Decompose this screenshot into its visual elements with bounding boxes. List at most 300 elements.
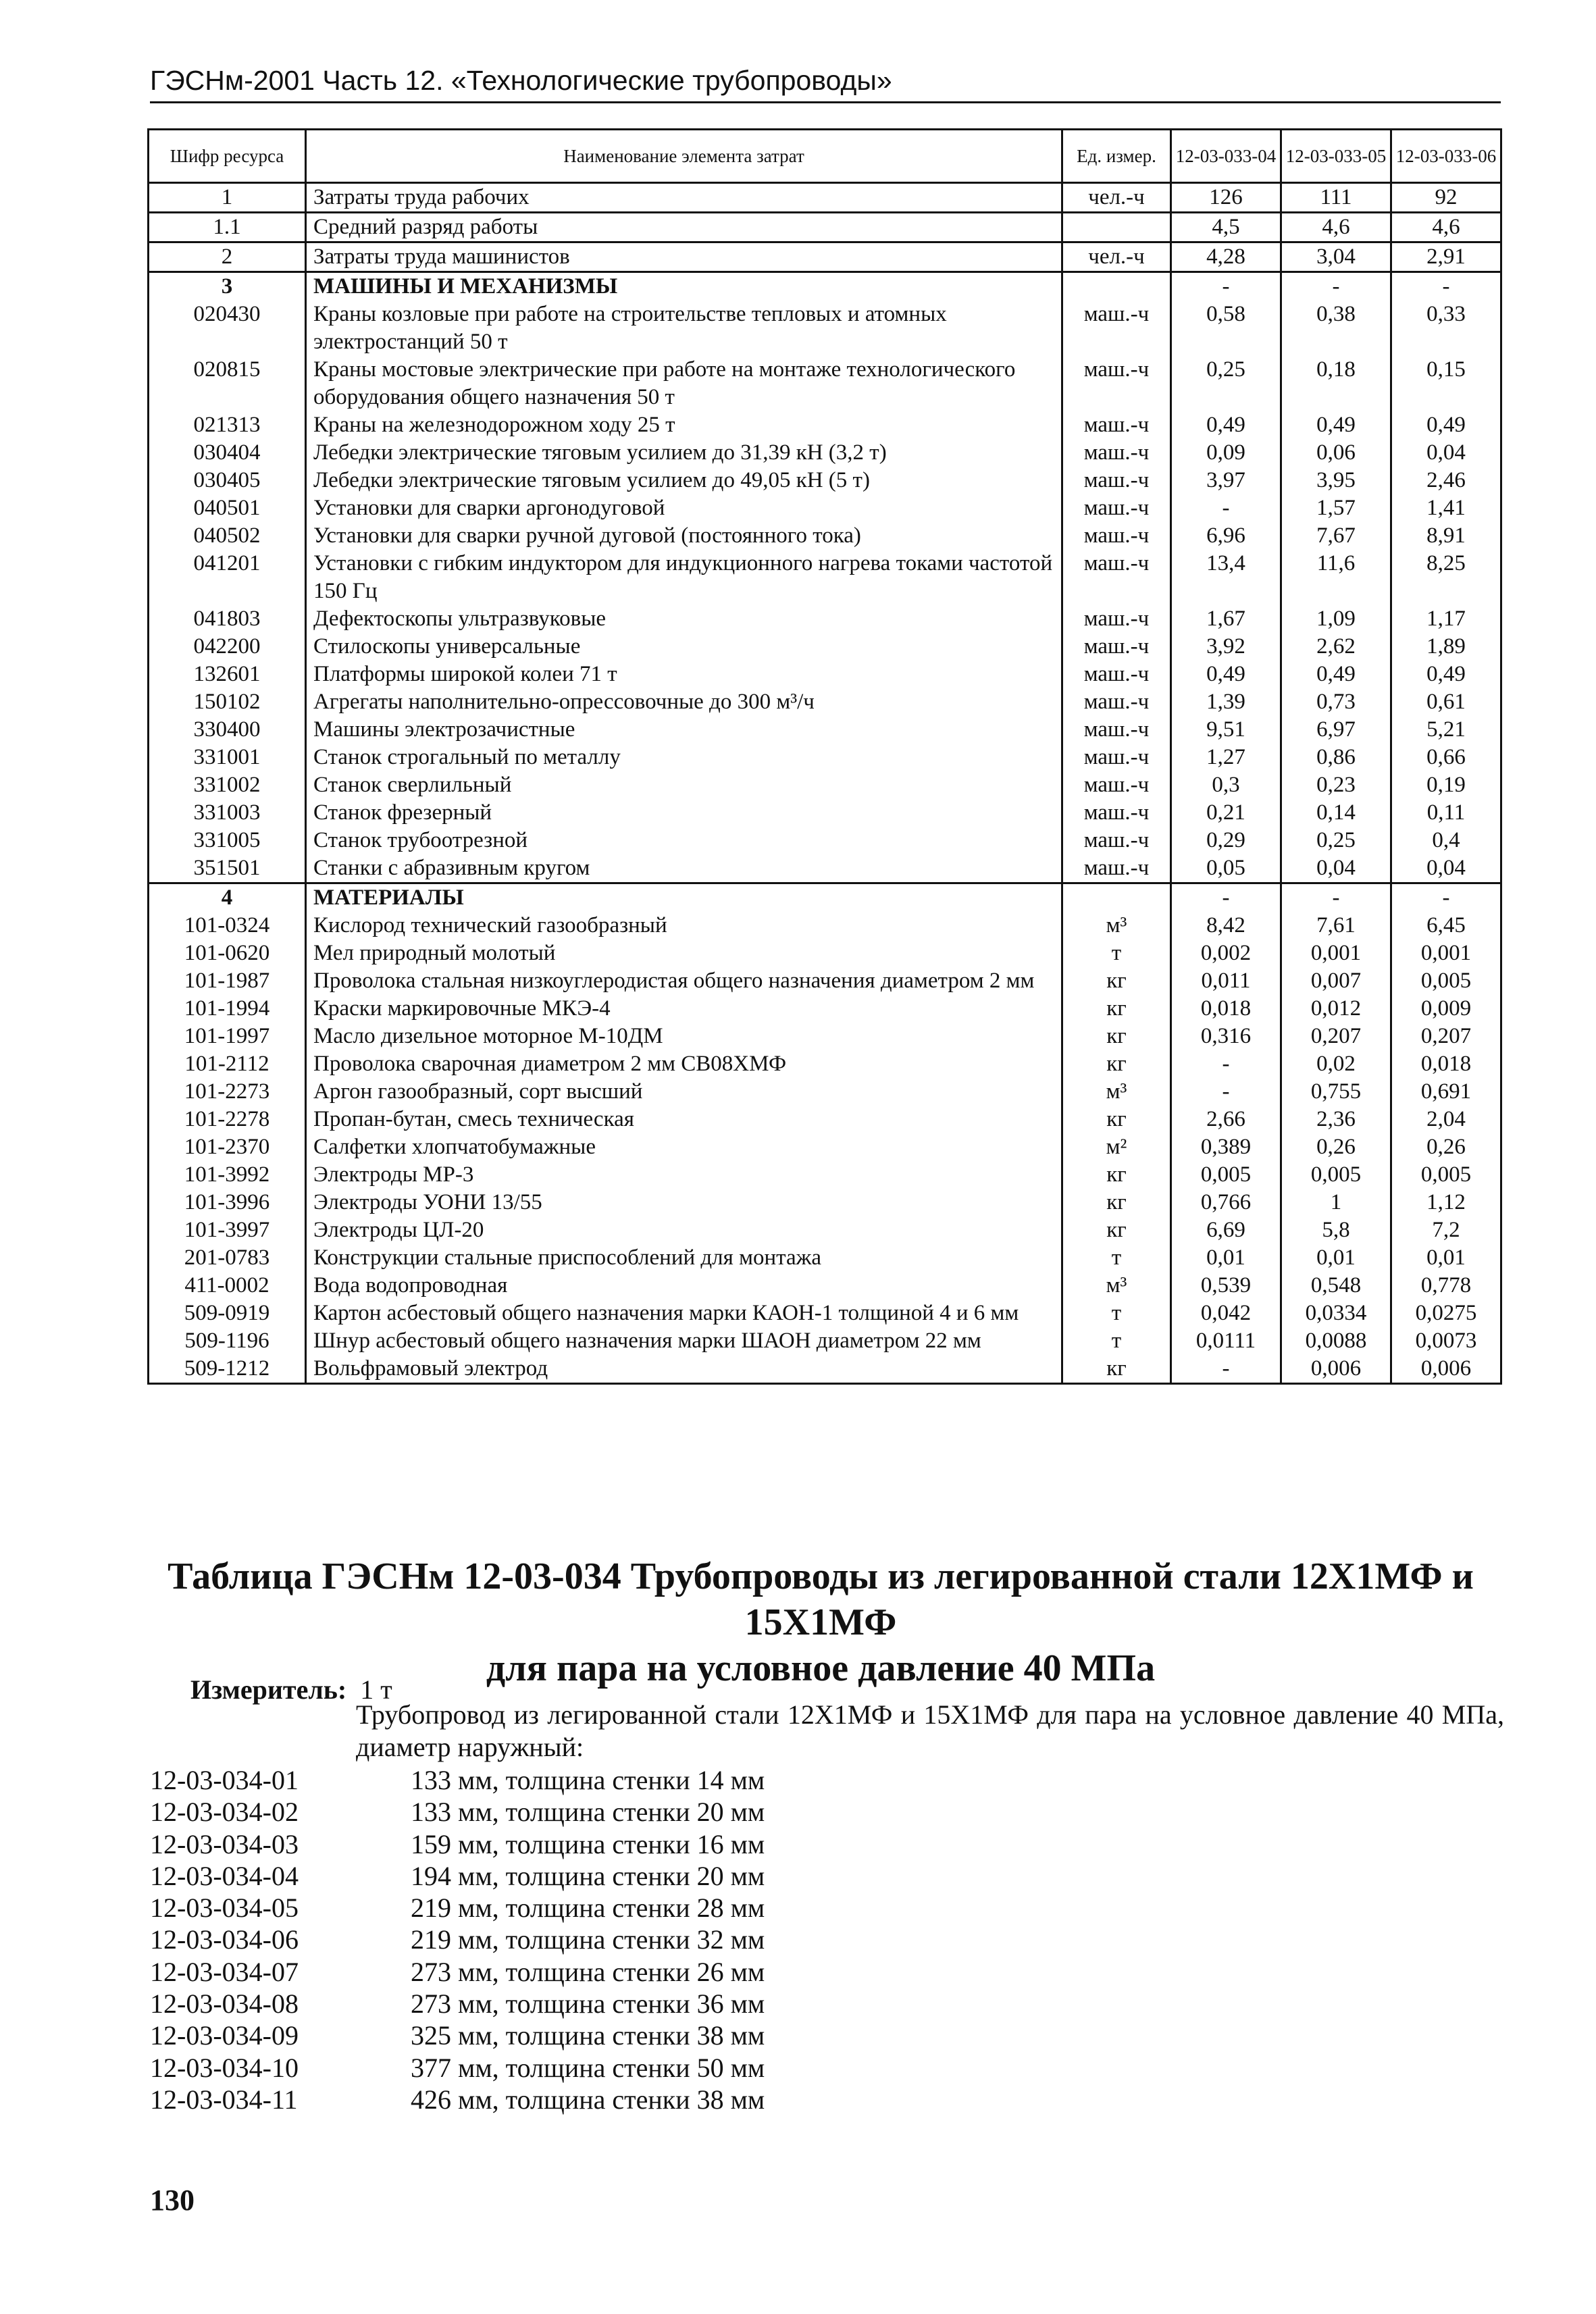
cell-code: 030404 [149,439,306,467]
cell-033-04: 4,5 [1171,213,1281,242]
cell-033-06: 8,91 [1391,522,1501,550]
cell-033-06: 0,001 [1391,940,1501,967]
cell-033-04: 3,92 [1171,633,1281,661]
cell-033-04: 4,28 [1171,242,1281,272]
table-header-row [149,130,1501,183]
item-text: 325 мм, толщина стенки 38 мм [411,2020,765,2051]
cell-name: Установки для сварки ручной дуговой (постоянного тока) [306,522,1062,550]
cell-code: 101-2273 [149,1078,306,1106]
cell-033-05: 1 [1281,1189,1391,1216]
cell-code: 331002 [149,771,306,799]
cell-unit: маш.-ч [1062,688,1171,716]
cell-033-05: 0,04 [1281,854,1391,883]
cell-033-05: 0,23 [1281,771,1391,799]
table-title [101,1553,1540,1691]
cell-unit: маш.-ч [1062,661,1171,688]
cell-033-04: 0,0111 [1171,1327,1281,1355]
table-row [149,771,1501,799]
table-row [149,1133,1501,1161]
cell-033-04: - [1171,1050,1281,1078]
cell-code: 509-0919 [149,1300,306,1327]
cell-033-04: 0,58 [1171,301,1281,356]
list-item [150,2020,765,2051]
cell-033-04: 0,05 [1171,854,1281,883]
cell-name: Краны козловые при работе на строительстве тепловых и атомных электростанций 50 т [306,301,1062,356]
meter-value: 1 т [360,1674,392,1705]
list-item [150,1988,765,2020]
cell-code: 101-1997 [149,1023,306,1050]
cell-033-05: 3,95 [1281,467,1391,494]
item-code: 12-03-034-05 [150,1893,299,1924]
cell-code: 101-1987 [149,967,306,995]
cell-033-05: 0,38 [1281,301,1391,356]
cell-033-06: 0,4 [1391,827,1501,854]
cell-033-06: 0,691 [1391,1078,1501,1106]
cell-033-04: 0,3 [1171,771,1281,799]
cell-name: Кислород технический газообразный [306,912,1062,940]
table-row [149,242,1501,272]
cell-name: Конструкции стальные приспособлений для монтажа [306,1244,1062,1272]
list-item [150,1796,765,1828]
cell-033-05: 0,25 [1281,827,1391,854]
item-text: 133 мм, толщина стенки 20 мм [411,1797,765,1828]
cell-033-05: 0,49 [1281,661,1391,688]
cell-033-04: 6,96 [1171,522,1281,550]
cell-033-04: 0,09 [1171,439,1281,467]
cell-033-04: - [1171,272,1281,301]
cell-unit: кг [1062,1050,1171,1078]
cell-name: Краски маркировочные МКЭ-4 [306,995,1062,1023]
cell-name: Мел природный молотый [306,940,1062,967]
cell-033-04: 0,316 [1171,1023,1281,1050]
cell-033-04: 0,49 [1171,661,1281,688]
cell-code: 351501 [149,854,306,883]
cell-033-06: 2,04 [1391,1106,1501,1133]
cell-unit: маш.-ч [1062,356,1171,411]
cell-unit: м³ [1062,1078,1171,1106]
cell-033-04: 1,67 [1171,605,1281,633]
cell-033-06: 0,006 [1391,1355,1501,1384]
list-item [150,1764,765,1796]
cell-033-06: 8,25 [1391,550,1501,605]
cell-033-05: 0,007 [1281,967,1391,995]
cell-code: 411-0002 [149,1272,306,1300]
cell-unit: маш.-ч [1062,854,1171,883]
cell-code: 132601 [149,661,306,688]
cell-name: Шнур асбестовый общего назначения марки ШАОН диаметром 22 мм [306,1327,1062,1355]
table-row [149,411,1501,439]
cell-code: 101-3997 [149,1216,306,1244]
table-row [149,1300,1501,1327]
table-row [149,213,1501,242]
table-row [149,1355,1501,1384]
cell-033-06: 0,005 [1391,1161,1501,1189]
cell-033-05: 0,01 [1281,1244,1391,1272]
table-row [149,183,1501,213]
cell-033-05: 4,6 [1281,213,1391,242]
cell-unit: т [1062,1244,1171,1272]
table-row [149,633,1501,661]
cell-code: 020430 [149,301,306,356]
table-title-line-1: Таблица ГЭСНм 12-03-034 Трубопроводы из легированной стали 12Х1МФ и 15Х1МФ [168,1555,1474,1643]
cell-033-06: 2,91 [1391,242,1501,272]
cell-code: 040501 [149,494,306,522]
item-code: 12-03-034-04 [150,1860,299,1891]
cell-code: 030405 [149,467,306,494]
cell-name: Станок строгальный по металлу [306,744,1062,771]
cell-code: 509-1212 [149,1355,306,1384]
cell-code: 041803 [149,605,306,633]
cell-code: 331005 [149,827,306,854]
table-row [149,995,1501,1023]
item-text: 273 мм, толщина стенки 36 мм [411,1988,765,2020]
cell-033-06: 0,778 [1391,1272,1501,1300]
cell-unit: маш.-ч [1062,494,1171,522]
cell-033-06: 0,49 [1391,411,1501,439]
cell-unit: маш.-ч [1062,522,1171,550]
item-code: 12-03-034-07 [150,1956,299,1987]
cell-code: 4 [149,883,306,912]
cell-033-04: - [1171,494,1281,522]
cell-033-06: 0,61 [1391,688,1501,716]
cell-unit: кг [1062,1106,1171,1133]
cell-033-06: - [1391,272,1501,301]
cell-name: Краны на железнодорожном ходу 25 т [306,411,1062,439]
cell-name: Станок трубоотрезной [306,827,1062,854]
table-row [149,605,1501,633]
cell-unit: маш.-ч [1062,827,1171,854]
cell-033-04: 0,49 [1171,411,1281,439]
cell-033-04: 0,389 [1171,1133,1281,1161]
item-text: 219 мм, толщина стенки 28 мм [411,1893,765,1924]
cell-033-06: 0,009 [1391,995,1501,1023]
cell-033-04: 0,002 [1171,940,1281,967]
cell-033-06: 0,0275 [1391,1300,1501,1327]
cell-unit: кг [1062,1023,1171,1050]
cell-033-06: 1,41 [1391,494,1501,522]
cell-unit: кг [1062,1189,1171,1216]
cell-033-06: 0,11 [1391,799,1501,827]
list-item [150,2084,765,2115]
cell-name: Станки с абразивным кругом [306,854,1062,883]
col-header-name: Наименование элемента затрат [306,130,1062,183]
col-header-033-06: 12-03-033-06 [1391,130,1501,183]
cell-unit [1062,213,1171,242]
item-code: 12-03-034-01 [150,1765,299,1795]
cell-unit: маш.-ч [1062,771,1171,799]
cell-033-05: 0,0334 [1281,1300,1391,1327]
cell-unit: маш.-ч [1062,550,1171,605]
cell-unit: маш.-ч [1062,439,1171,467]
table-row [149,1078,1501,1106]
cell-code: 101-3992 [149,1161,306,1189]
cell-033-04: 1,39 [1171,688,1281,716]
cell-033-04: 0,011 [1171,967,1281,995]
cell-033-05: - [1281,272,1391,301]
table-row [149,1244,1501,1272]
cell-name: Электроды УОНИ 13/55 [306,1189,1062,1216]
cell-unit [1062,883,1171,912]
cell-033-06: 0,19 [1391,771,1501,799]
col-header-code: Шифр ресурса [149,130,306,183]
cell-033-06: 0,04 [1391,439,1501,467]
cell-033-05: 0,001 [1281,940,1391,967]
cell-033-05: 0,0088 [1281,1327,1391,1355]
item-code: 12-03-034-10 [150,2052,299,2083]
cell-033-04: 9,51 [1171,716,1281,744]
cell-033-05: 0,02 [1281,1050,1391,1078]
item-text: 219 мм, толщина стенки 32 мм [411,1924,765,1955]
item-text: 133 мм, толщина стенки 14 мм [411,1765,765,1795]
cell-code: 1.1 [149,213,306,242]
cell-033-06: 0,005 [1391,967,1501,995]
cell-name: Агрегаты наполнительно-опрессовочные до 300 м³/ч [306,688,1062,716]
cell-code: 020815 [149,356,306,411]
table-row [149,883,1501,912]
item-text: 194 мм, толщина стенки 20 мм [411,1860,765,1891]
cell-name: Лебедки электрические тяговым усилием до 31,39 кН (3,2 т) [306,439,1062,467]
cell-033-06: 5,21 [1391,716,1501,744]
table-row [149,522,1501,550]
cell-code: 330400 [149,716,306,744]
table-row [149,1161,1501,1189]
list-item [150,1828,765,1860]
item-text: 273 мм, толщина стенки 26 мм [411,1956,765,1987]
table-row [149,1189,1501,1216]
item-code: 12-03-034-11 [150,2084,298,2115]
cell-name: Лебедки электрические тяговым усилием до 49,05 кН (5 т) [306,467,1062,494]
cell-033-04: 0,21 [1171,799,1281,827]
cell-033-04: 0,25 [1171,356,1281,411]
cell-unit: маш.-ч [1062,467,1171,494]
item-code: 12-03-034-06 [150,1924,299,1955]
cell-033-05: 5,8 [1281,1216,1391,1244]
cell-033-05: 0,86 [1281,744,1391,771]
cell-unit: м³ [1062,1272,1171,1300]
cell-unit: маш.-ч [1062,301,1171,356]
cell-name: Станок сверлильный [306,771,1062,799]
cell-name: Стилоскопы универсальные [306,633,1062,661]
cell-033-04: - [1171,1078,1281,1106]
cell-code: 021313 [149,411,306,439]
cell-033-05: 0,755 [1281,1078,1391,1106]
cell-033-04: 2,66 [1171,1106,1281,1133]
cell-code: 101-2370 [149,1133,306,1161]
cell-unit: кг [1062,1216,1171,1244]
cell-033-05: 2,36 [1281,1106,1391,1133]
cell-name: Установки для сварки аргонодуговой [306,494,1062,522]
list-item [150,2052,765,2084]
cell-033-05: 0,207 [1281,1023,1391,1050]
cell-unit: т [1062,1300,1171,1327]
cell-code: 3 [149,272,306,301]
cell-name: Вода водопроводная [306,1272,1062,1300]
cell-033-05: 0,006 [1281,1355,1391,1384]
cell-unit: маш.-ч [1062,799,1171,827]
cell-033-05: 1,57 [1281,494,1391,522]
cell-unit: маш.-ч [1062,411,1171,439]
cell-code: 331001 [149,744,306,771]
table-title-line-2: для пара на условное давление 40 МПа [486,1647,1156,1689]
cell-033-04: 8,42 [1171,912,1281,940]
cell-unit: маш.-ч [1062,633,1171,661]
table-body [149,183,1501,1384]
item-code: 12-03-034-03 [150,1828,299,1859]
cell-033-05: 111 [1281,183,1391,213]
table-row [149,272,1501,301]
cell-name: Салфетки хлопчатобумажные [306,1133,1062,1161]
cell-033-06: 1,89 [1391,633,1501,661]
table-row [149,967,1501,995]
cell-033-05: 6,97 [1281,716,1391,744]
table-row [149,1050,1501,1078]
cell-033-06: 4,6 [1391,213,1501,242]
cell-code: 101-2278 [149,1106,306,1133]
table-row [149,744,1501,771]
cell-name: Пропан-бутан, смесь техническая [306,1106,1062,1133]
table-row [149,912,1501,940]
cell-033-04: 0,766 [1171,1189,1281,1216]
cell-name: Затраты труда машинистов [306,242,1062,272]
cell-033-04: 1,27 [1171,744,1281,771]
cell-name: Средний разряд работы [306,213,1062,242]
cell-033-04: 13,4 [1171,550,1281,605]
cell-unit: т [1062,940,1171,967]
table-row [149,716,1501,744]
table-row [149,854,1501,883]
cell-unit: кг [1062,1161,1171,1189]
cell-033-04: 0,29 [1171,827,1281,854]
cell-033-06: 1,17 [1391,605,1501,633]
cell-name: Краны мостовые электрические при работе на монтаже технологического оборудования общего назначения 50 т [306,356,1062,411]
cell-033-06: 0,66 [1391,744,1501,771]
table-row [149,1216,1501,1244]
table-row [149,439,1501,467]
cell-033-06: 6,45 [1391,912,1501,940]
cell-033-06: 0,49 [1391,661,1501,688]
table-row [149,494,1501,522]
cell-033-04: 6,69 [1171,1216,1281,1244]
cell-code: 201-0783 [149,1244,306,1272]
item-list [150,1764,765,2115]
col-header-033-05: 12-03-033-05 [1281,130,1391,183]
resource-table [147,128,1502,1385]
cell-name: Аргон газообразный, сорт высший [306,1078,1062,1106]
cell-code: 041201 [149,550,306,605]
cell-name: Масло дизельное моторное М-10ДМ [306,1023,1062,1050]
cell-name: МАТЕРИАЛЫ [306,883,1062,912]
list-item [150,1924,765,1955]
table-row [149,827,1501,854]
cell-033-04: - [1171,1355,1281,1384]
cell-033-05: 7,61 [1281,912,1391,940]
item-code: 12-03-034-09 [150,2020,299,2051]
cell-name: Вольфрамовый электрод [306,1355,1062,1384]
cell-033-06: 0,207 [1391,1023,1501,1050]
cell-code: 101-2112 [149,1050,306,1078]
cell-unit: т [1062,1327,1171,1355]
cell-code: 101-0620 [149,940,306,967]
section-description: Трубопровод из легированной стали 12Х1МФ и 15Х1МФ для пара на условное давление 40 МПа, диаметр наружный: [356,1699,1504,1762]
cell-033-06: 0,33 [1391,301,1501,356]
cell-code: 1 [149,183,306,213]
cell-unit: кг [1062,1355,1171,1384]
cell-unit: чел.-ч [1062,242,1171,272]
table-row [149,940,1501,967]
cell-code: 040502 [149,522,306,550]
cell-033-04: 126 [1171,183,1281,213]
cell-code: 042200 [149,633,306,661]
table-row [149,1106,1501,1133]
cell-name: Проволока сварочная диаметром 2 мм СВ08ХМФ [306,1050,1062,1078]
cell-033-05: 0,012 [1281,995,1391,1023]
cell-033-05: 0,14 [1281,799,1391,827]
cell-033-05: 0,548 [1281,1272,1391,1300]
cell-unit: кг [1062,967,1171,995]
cell-033-06: 1,12 [1391,1189,1501,1216]
cell-033-05: 0,18 [1281,356,1391,411]
cell-033-05: 0,73 [1281,688,1391,716]
cell-name: Платформы широкой колеи 71 т [306,661,1062,688]
table-row [149,1023,1501,1050]
cell-033-05: 2,62 [1281,633,1391,661]
list-item [150,1860,765,1892]
cell-unit: кг [1062,995,1171,1023]
cell-033-04: 0,005 [1171,1161,1281,1189]
cell-033-06: - [1391,883,1501,912]
cell-033-06: 7,2 [1391,1216,1501,1244]
meter-label: Измеритель: [190,1674,347,1705]
item-text: 377 мм, толщина стенки 50 мм [411,2052,765,2083]
cell-033-04: 3,97 [1171,467,1281,494]
cell-033-04: 0,018 [1171,995,1281,1023]
cell-033-05: 0,06 [1281,439,1391,467]
cell-unit: маш.-ч [1062,605,1171,633]
table-row [149,1272,1501,1300]
header-rule [150,101,1501,103]
list-item [150,1956,765,1988]
cell-033-05: 7,67 [1281,522,1391,550]
cell-unit: м² [1062,1133,1171,1161]
cell-033-06: 0,018 [1391,1050,1501,1078]
cell-033-06: 0,26 [1391,1133,1501,1161]
table-row [149,661,1501,688]
cell-name: Электроды МР-3 [306,1161,1062,1189]
cell-033-05: - [1281,883,1391,912]
cell-033-05: 0,26 [1281,1133,1391,1161]
cell-unit: м³ [1062,912,1171,940]
cell-name: Картон асбестовый общего назначения марки КАОН-1 толщиной 4 и 6 мм [306,1300,1062,1327]
cell-033-04: 0,042 [1171,1300,1281,1327]
cell-033-05: 11,6 [1281,550,1391,605]
cell-name: Проволока стальная низкоуглеродистая общего назначения диаметром 2 мм [306,967,1062,995]
item-code: 12-03-034-02 [150,1797,299,1828]
item-text: 159 мм, толщина стенки 16 мм [411,1828,765,1859]
cell-name: МАШИНЫ И МЕХАНИЗМЫ [306,272,1062,301]
cell-code: 101-0324 [149,912,306,940]
item-code: 12-03-034-08 [150,1988,299,2020]
cell-code: 150102 [149,688,306,716]
cell-033-06: 0,15 [1391,356,1501,411]
table-row [149,467,1501,494]
table-row [149,688,1501,716]
cell-code: 2 [149,242,306,272]
cell-033-06: 92 [1391,183,1501,213]
cell-033-04: 0,01 [1171,1244,1281,1272]
list-item [150,1892,765,1924]
cell-name: Электроды ЦЛ-20 [306,1216,1062,1244]
table-row [149,301,1501,356]
